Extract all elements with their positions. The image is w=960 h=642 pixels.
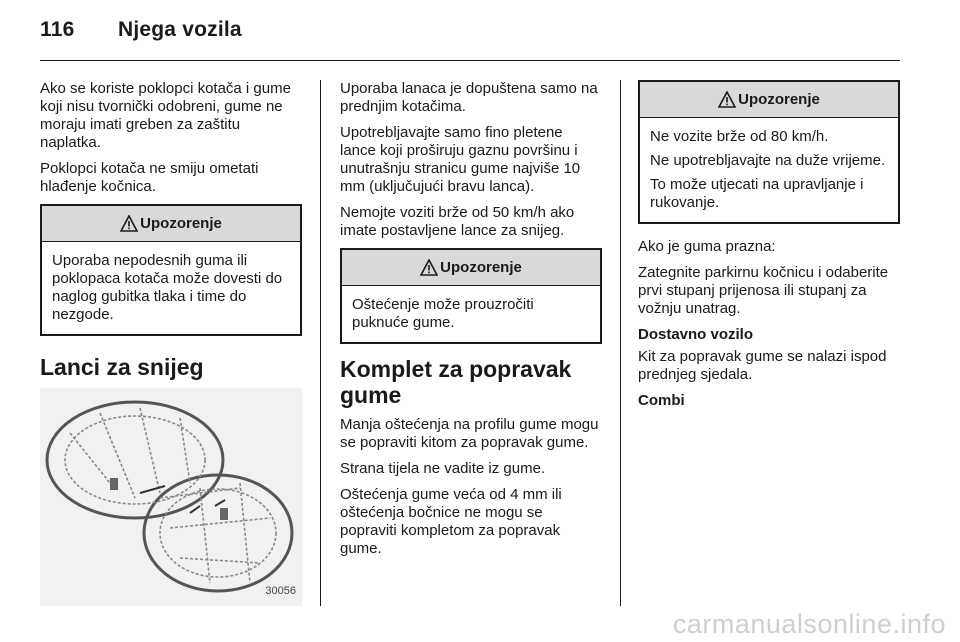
subheading: Combi [638, 392, 685, 409]
paragraph: Ako se koriste poklopci kotača i gume koji nisu tvornički odobreni, gume ne moraju imati greben za zaštitu naplatka. [40, 80, 291, 151]
paragraph: Kit za popravak gume se nalazi ispod prednjeg sjedala. [638, 348, 887, 383]
snow-chains-image [40, 388, 302, 606]
paragraph: Oštećenja gume veća od 4 mm ili oštećenja bočnice ne mogu se popraviti kompletom za popravak gume. [340, 486, 562, 557]
column-divider-1 [320, 80, 321, 606]
warning-text: Uporaba nepodesnih guma ili poklopaca kotača može dovesti do naglog gubitka tlaka i time do nezgode. [52, 252, 283, 323]
warning-triangle-icon [420, 259, 438, 276]
warning-header [640, 82, 898, 118]
warning-header [42, 206, 300, 242]
warning-text: Ne upotrebljavajte na duže vrijeme. [650, 152, 886, 169]
warning-text: To može utjecati na upravljanje i rukovanje. [650, 176, 864, 211]
page-number: 116 [40, 18, 75, 41]
chapter-title: Njega vozila [118, 18, 242, 41]
paragraph: Nemojte voziti brže od 50 km/h ako imate postavljene lance za snijeg. [340, 204, 575, 239]
warning-text: Oštećenje može prouzročiti puknuće gume. [352, 296, 534, 331]
warning-header [342, 250, 600, 286]
column-3 [638, 80, 900, 414]
warning-title: Upozorenje [140, 214, 222, 232]
subheading: Dostavno vozilo [638, 326, 754, 343]
column-2 [340, 80, 602, 566]
warning-box [340, 248, 602, 344]
column-1 [40, 80, 302, 606]
warning-box [638, 80, 900, 224]
section-heading: Komplet za popravak gume [340, 356, 572, 408]
paragraph: Uporaba lanaca je dopuštena samo na prednjim kotačima. [340, 80, 598, 115]
warning-triangle-icon [120, 215, 138, 232]
warning-title: Upozorenje [440, 258, 522, 276]
warning-text: Ne vozite brže od 80 km/h. [650, 128, 829, 145]
snow-chains-illustration [40, 388, 302, 606]
warning-title: Upozorenje [738, 90, 820, 108]
section-heading: Lanci za snijeg [40, 354, 204, 380]
image-code: 30056 [265, 585, 296, 597]
paragraph: Manja oštećenja na profilu gume mogu se popraviti kitom za popravak gume. [340, 416, 599, 451]
page-header [40, 18, 242, 42]
paragraph: Strana tijela ne vadite iz gume. [340, 460, 546, 477]
column-divider-2 [620, 80, 621, 606]
paragraph: Upotrebljavajte samo fino pletene lance koji proširuju gaznu površinu i unutrašnju stranicu gume najviše 10 mm (uključujući bravu lanca). [340, 124, 581, 195]
watermark: carmanualsonline.info [672, 609, 946, 639]
warning-triangle-icon [718, 91, 736, 108]
header-rule [40, 60, 900, 61]
paragraph: Ako je guma prazna: [638, 238, 776, 255]
warning-box [40, 204, 302, 336]
paragraph: Zategnite parkirnu kočnicu i odaberite prvi stupanj prijenosa ili stupanj za vožnju unatrag. [638, 264, 889, 317]
paragraph: Poklopci kotača ne smiju ometati hlađenje kočnica. [40, 160, 259, 195]
